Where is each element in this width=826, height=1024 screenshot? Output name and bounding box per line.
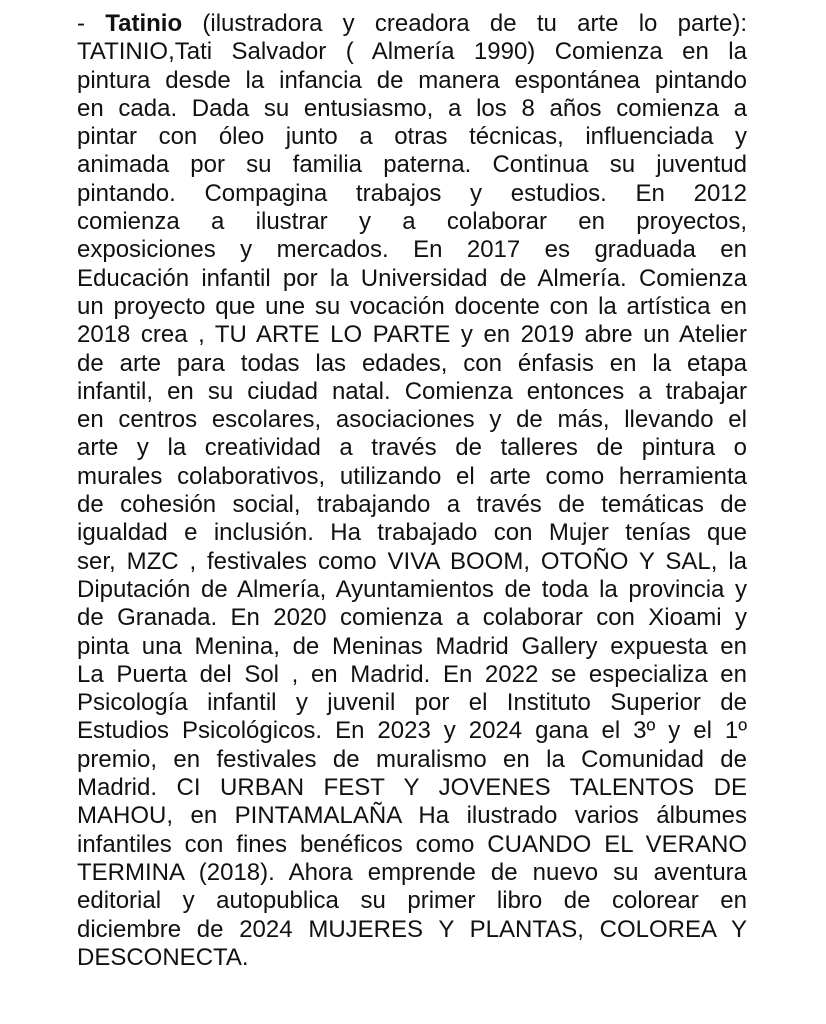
text-line: un proyecto que une su vocación docente con la artística en	[77, 292, 747, 320]
text-line: pintando. Compagina trabajos y estudios. En 2012	[77, 179, 747, 207]
text-line-1	[77, 10, 747, 38]
text-line: exposiciones y mercados. En 2017 es graduada en	[77, 236, 747, 264]
text-line: La Puerta del Sol , en Madrid. En 2022 se especializa en	[77, 660, 747, 688]
text-line: igualdad e inclusión. Ha trabajado con Mujer tenías que	[77, 519, 747, 547]
author-name: Tatinio	[105, 10, 183, 37]
text-line: Educación infantil por la Universidad de Almería. Comienza	[77, 264, 747, 292]
text-line: editorial y autopublica su primer libro de colorear en	[77, 887, 747, 915]
text-line: comienza a ilustrar y a colaborar en proyectos,	[77, 208, 747, 236]
text-line: TERMINA (2018). Ahora emprende de nuevo su aventura	[77, 858, 747, 886]
text-line: pintura desde la infancia de manera espontánea pintando	[77, 66, 747, 94]
biography-document	[77, 10, 747, 972]
text-line: infantiles con fines benéficos como CUANDO EL VERANO	[77, 830, 747, 858]
text-line: infantil, en su ciudad natal. Comienza entonces a trabajar	[77, 377, 747, 405]
text-line: DESCONECTA.	[77, 943, 249, 971]
text-line: Psicología infantil y juvenil por el Instituto Superior de	[77, 689, 747, 717]
text-line: en cada. Dada su entusiasmo, a los 8 años comienza a	[77, 94, 747, 122]
text-line: Estudios Psicológicos. En 2023 y 2024 gana el 3º y el 1º	[77, 717, 747, 745]
text-line: 2018 crea , TU ARTE LO PARTE y en 2019 abre un Atelier	[77, 321, 747, 349]
text-line: ser, MZC , festivales como VIVA BOOM, OTOÑO Y SAL, la	[77, 547, 747, 575]
text-line: MAHOU, en PINTAMALAÑA Ha ilustrado varios álbumes	[77, 802, 747, 830]
text-line: arte y la creatividad a través de talleres de pintura o	[77, 434, 747, 462]
text-line: de Granada. En 2020 comienza a colaborar con Xioami y	[77, 604, 747, 632]
list-bullet: -	[77, 10, 85, 37]
text-line: TATINIO,Tati Salvador ( Almería 1990) Comienza en la	[77, 38, 747, 66]
author-role: (ilustradora y creadora de tu arte lo parte):	[182, 10, 747, 37]
text-line: en centros escolares, asociaciones y de más, llevando el	[77, 406, 747, 434]
text-line: pintar con óleo junto a otras técnicas, influenciada y	[77, 123, 747, 151]
text-line: Madrid. CI URBAN FEST Y JOVENES TALENTOS DE	[77, 774, 747, 802]
text-line: de cohesión social, trabajando a través de temáticas de	[77, 491, 747, 519]
text-line: pinta una Menina, de Meninas Madrid Gallery expuesta en	[77, 632, 747, 660]
text-line: animada por su familia paterna. Continua su juventud	[77, 151, 747, 179]
text-line: de arte para todas las edades, con énfasis en la etapa	[77, 349, 747, 377]
text-line: murales colaborativos, utilizando el arte como herramienta	[77, 462, 747, 490]
text-line: Diputación de Almería, Ayuntamientos de toda la provincia y	[77, 575, 747, 603]
text-line: diciembre de 2024 MUJERES Y PLANTAS, COLOREA Y	[77, 915, 747, 943]
text-line: premio, en festivales de muralismo en la Comunidad de	[77, 745, 747, 773]
